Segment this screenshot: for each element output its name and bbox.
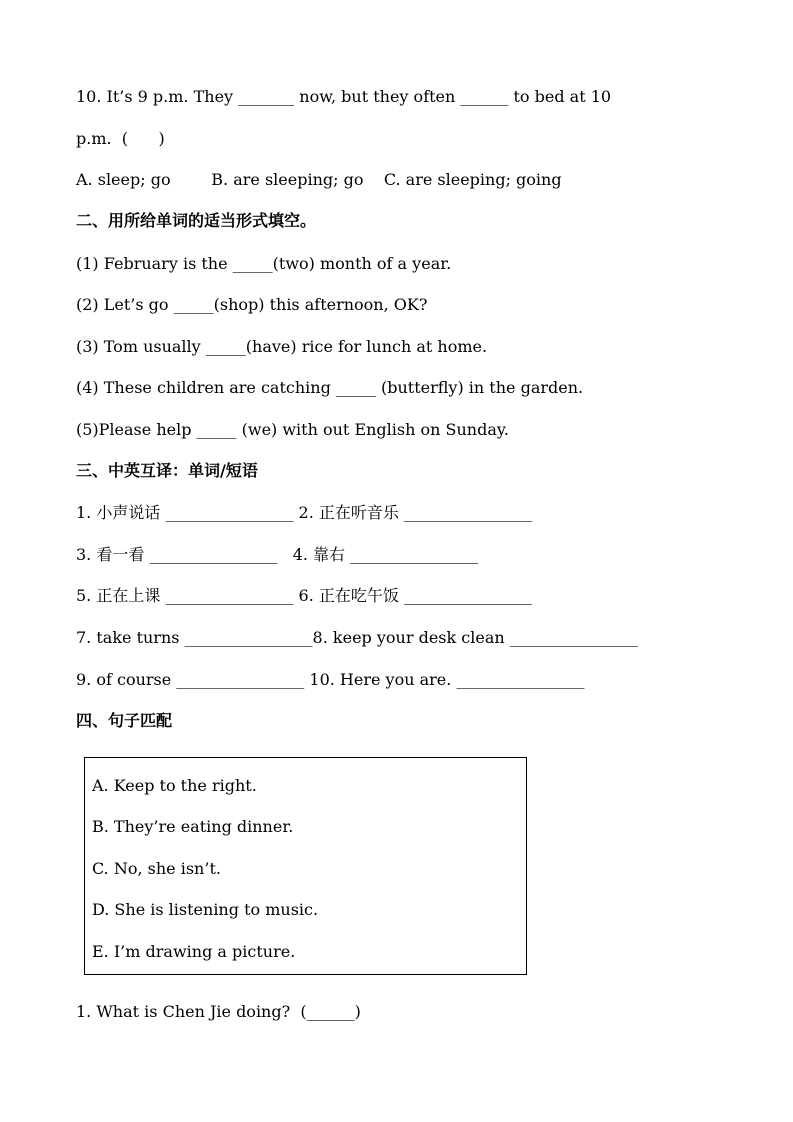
section-3-heading: 三、中英互译：单词/短语 bbox=[76, 461, 258, 480]
matching-option: C. No, she isn’t. bbox=[92, 859, 221, 878]
translation-row: 5. 正在上课 ________________ 6. 正在吃午饭 ________________ bbox=[76, 586, 532, 605]
translation-row: 1. 小声说话 ________________ 2. 正在听音乐 ________________ bbox=[76, 503, 532, 522]
matching-option: A. Keep to the right. bbox=[92, 776, 257, 795]
fill-blank-item: (4) These children are catching _____ (butterfly) in the garden. bbox=[76, 378, 584, 397]
matching-option: E. I’m drawing a picture. bbox=[92, 942, 296, 961]
fill-blank-item: (2) Let’s go _____(shop) this afternoon, OK? bbox=[76, 295, 428, 314]
section-2-heading: 二、用所给单词的适当形式填空。 bbox=[76, 211, 317, 230]
question-10-line-2: p.m. ( ) bbox=[76, 129, 165, 148]
question-10-line-1: 10. It’s 9 p.m. They _______ now, but they often ______ to bed at 10 bbox=[76, 87, 612, 106]
fill-blank-item: (1) February is the _____(two) month of a year. bbox=[76, 254, 452, 273]
translation-row: 7. take turns ________________8. keep your desk clean ________________ bbox=[76, 628, 638, 647]
fill-blank-item: (5)Please help _____ (we) with out English on Sunday. bbox=[76, 420, 509, 439]
matching-options-box bbox=[84, 757, 527, 975]
translation-row: 3. 看一看 ________________ 4. 靠右 ________________ bbox=[76, 545, 479, 564]
translation-row: 9. of course ________________ 10. Here you are. ________________ bbox=[76, 670, 585, 689]
matching-option: B. They’re eating dinner. bbox=[92, 817, 294, 836]
matching-question: 1. What is Chen Jie doing? (______) bbox=[76, 1002, 361, 1021]
section-4-heading: 四、句子匹配 bbox=[76, 711, 173, 730]
question-10-options: A. sleep; go B. are sleeping; go C. are sleeping; going bbox=[76, 170, 562, 189]
matching-option: D. She is listening to music. bbox=[92, 900, 319, 919]
fill-blank-item: (3) Tom usually _____(have) rice for lunch at home. bbox=[76, 337, 488, 356]
